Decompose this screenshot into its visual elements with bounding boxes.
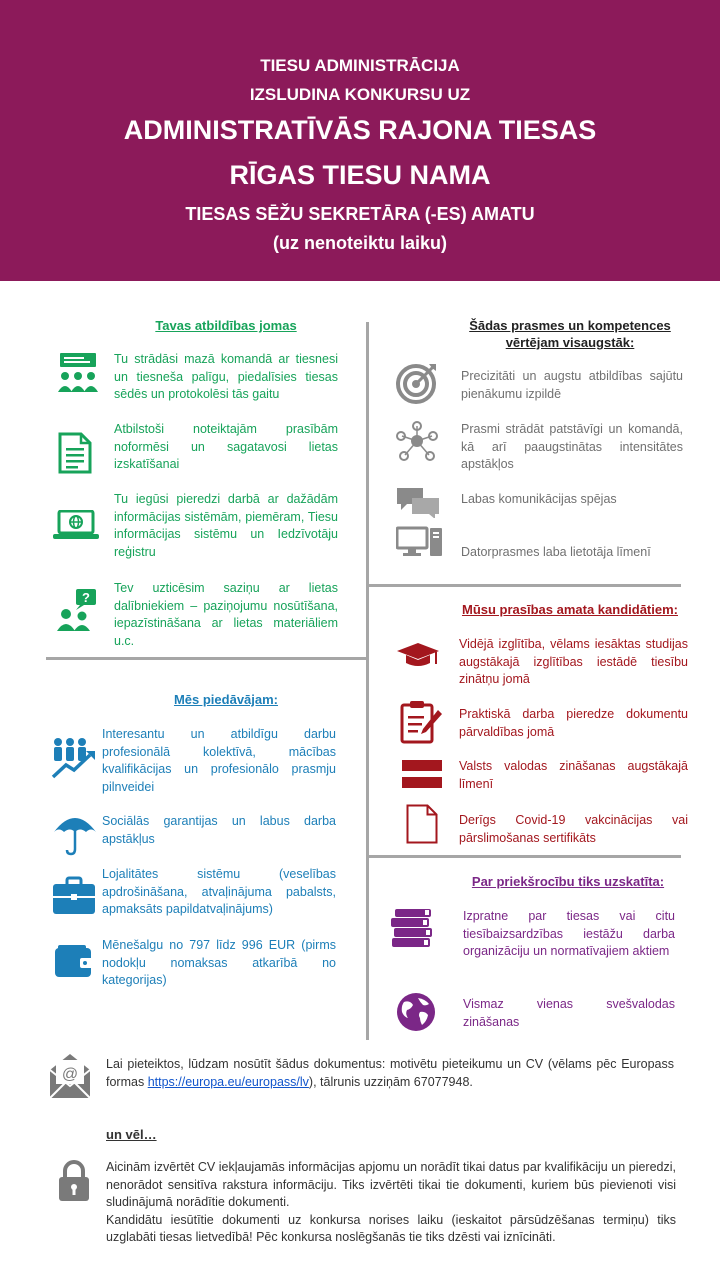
header-line-4: RĪGAS TIESU NAMA: [229, 160, 491, 190]
flag-icon: [402, 760, 442, 788]
books-icon: [390, 908, 434, 948]
offer-item-3: Lojalitātes sistēmu (veselības apdrošināšana, atvaļinājuma pabalsts, apmaksāts papildatvaļinājums): [102, 867, 336, 916]
header-line-2: IZSLUDINA KONKURSU UZ: [249, 85, 471, 104]
mail-icon: [48, 1052, 92, 1100]
responsibility-item-2: Atbilstoši noteiktajām prasībām noformēsi un sagatavosi lietas izskatīšanai: [114, 422, 338, 471]
header-line-5: TIESAS SĒŽU SEKRETĀRA (-ES) AMATU: [185, 204, 535, 224]
skill-item-4: Datorprasmes laba lietotāja līmenī: [461, 545, 651, 559]
header-line-3: ADMINISTRATĪVĀS RAJONA TIESAS: [123, 115, 597, 145]
apply-text: [106, 1056, 674, 1091]
speech-bubbles-icon: [396, 486, 440, 518]
offer-item-1: Interesantu un atbildīgu darbu profesionālā kolektīvā, mācības kvalifikācijas un profesionālo prasmju pilnveidei: [102, 727, 336, 794]
responsibility-item-4: Tev uzticēsim saziņu ar lietas dalībniekiem – paziņojumu nosūtīšana, iepazīstināšana ar lietas materiāliem u.c.: [114, 581, 338, 648]
growth-people-icon: [50, 737, 96, 779]
advantage-title: Par priekšrocību tiks uzskatīta:: [471, 874, 665, 889]
target-icon: [396, 362, 438, 404]
privacy-paragraph-2: Kandidātu iesūtītie dokumenti uz konkursa norises laiku (ieskaitot pārsūdzēšanas termiņu) tiks uzglabāti tiesas lietvedībā! Pēc konkursa noslēgšanās tie tiks dzēsti vai iznīcināti.: [106, 1212, 676, 1244]
requirement-item-1: Vidējā izglītība, vēlams iesāktas studijas augstākajā izglītības iestādē tiesību zinātņu jomā: [459, 637, 688, 686]
advantage-item-2: Vismaz vienas svešvalodas zināšanas: [463, 997, 675, 1029]
privacy-paragraph-1: Aicinām izvērtēt CV iekļaujamās informācijas apjomu un norādīt tikai datus par kvalifikāciju un pieredzi, nenorādot sensitīva rakstura informāciju. Tiks izvērtēti tikai tie dokumenti, kuriem būs pievienoti visi sludinājumā norādītie dokumenti.: [106, 1160, 676, 1209]
requirement-item-2: Praktiskā darba pieredze dokumentu pārvaldības jomā: [459, 707, 688, 739]
offer-item-4: Mēnešalgu no 797 līdz 996 EUR (pirms nodokļu nomaksas atkarībā no kategorijas): [102, 938, 336, 987]
network-icon: [396, 420, 438, 462]
offer-title: Mēs piedāvājam:: [173, 692, 279, 707]
responsibility-item-3: Tu iegūsi pieredzi darbā ar dažādām informācijas sistēmām, piemēram, Tiesu informācijas sistēmu un Iedzīvotāju reģistru: [114, 492, 338, 559]
graduation-cap-icon: [396, 642, 440, 668]
header-banner: [0, 0, 720, 281]
apply-text-after: ), tālrunis uzziņām 67077948.: [308, 1074, 473, 1089]
skill-item-2: Prasmi strādāt patstāvīgi un komandā, kā arī paaugstinātas intensitātes apstākļos: [461, 422, 683, 471]
clipboard-icon: [400, 700, 444, 744]
europass-link[interactable]: https://europa.eu/europass/lv: [147, 1074, 309, 1089]
globe-icon: [396, 992, 436, 1032]
left-divider: [46, 657, 366, 660]
center-divider: [366, 322, 369, 1040]
privacy-text: [106, 1159, 676, 1247]
more-label: un vēl…: [106, 1127, 157, 1142]
offer-item-2: Sociālās garantijas un labus darba apstākļus: [102, 814, 336, 846]
responsibility-item-1: Tu strādāsi mazā komandā ar tiesnesi un tiesneša palīgu, piedalīsies tiesas sēdēs un protokolēsi tās gaitu: [114, 352, 338, 401]
computer-icon: [396, 526, 444, 558]
right-divider-1: [369, 584, 681, 587]
responsibilities-title: Tavas atbildības jomas: [155, 318, 297, 333]
requirements-title: Mūsu prasības amata kandidātiem:: [461, 602, 678, 617]
right-divider-2: [369, 855, 681, 858]
wallet-icon: [54, 944, 94, 978]
lock-icon: [58, 1160, 90, 1202]
briefcase-icon: [52, 876, 96, 916]
skill-item-1: Precizitāti un augstu atbildības sajūtu pienākumu izpildē: [461, 369, 683, 401]
skill-item-3: Labas komunikācijas spējas: [461, 492, 617, 506]
requirement-item-4: Derīgs Covid-19 vakcinācijas vai pārslimošanas sertifikāts: [459, 813, 688, 845]
advantage-item-1: Izpratne par tiesas vai citu tiesībaizsardzības iestāžu darba organizāciju un normatīvajiem aktiem: [463, 909, 675, 958]
umbrella-icon: [52, 810, 98, 856]
requirement-item-3: Valsts valodas zināšanas augstākajā līmenī: [459, 759, 688, 791]
team-presentation-icon: [56, 352, 100, 394]
laptop-globe-icon: [52, 510, 100, 540]
document-icon: [58, 432, 92, 474]
apply-text-before: Lai pieteiktos, lūdzam nosūtīt šādus dokumentus: motivētu pieteikumu un CV (vēlams pēc Europass formas: [106, 1057, 674, 1089]
header-line-1: TIESU ADMINISTRĀCIJA: [260, 56, 460, 75]
svg-text:@: @: [61, 1066, 79, 1083]
svg-text:?: ?: [82, 590, 90, 605]
skills-title: Šādas prasmes un kompetences vērtējam visaugstāk:: [469, 318, 671, 350]
header-line-6: (uz nenoteiktu laiku): [272, 233, 447, 253]
blank-document-icon: [406, 804, 438, 844]
question-people-icon: [56, 588, 98, 632]
